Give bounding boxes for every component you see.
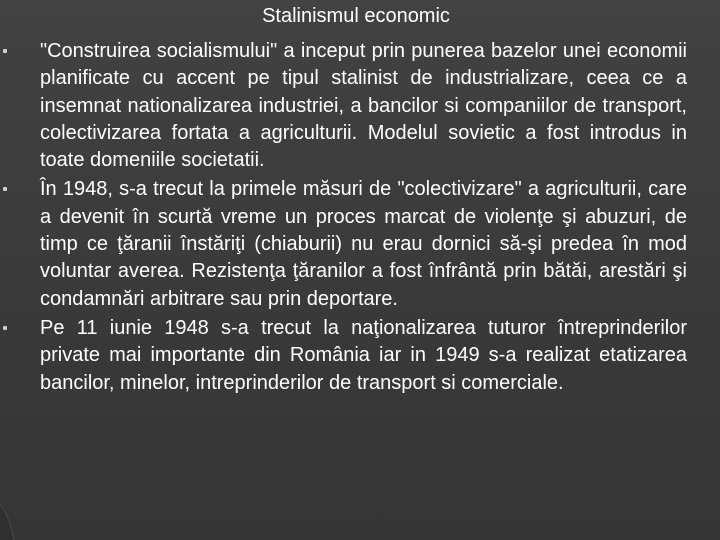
- bullet-text: În 1948, s-a trecut la primele măsuri de "colectivizare" a agriculturii, care a devenit în scurtă vreme un proces marcat de violenţe şi abuzuri, de timp ce ţăranii înstăriţi (chiaburii) nu erau dornici să-şi predea în mod voluntar averea. Rezistenţa ţăranilor a fost înfrântă prin bătăi, arestări şi condamnări arbitrare sau prin deportare.: [40, 178, 687, 310]
- bullet-item: [0, 176, 720, 312]
- slide-title: Stalinismul economic: [262, 5, 450, 27]
- bullet-text: "Construirea socialismului" a inceput prin punerea bazelor unei economii planificate cu accent pe tipul stalinist de industrializare, ceea ce a insemnat nationalizarea industriei, a bancilor si companiilor de transport, colectivizarea fortata a agriculturii. Modelul sovietic a fost introdus in toate domeniile societatii.: [40, 40, 687, 172]
- bullet-text: Pe 11 iunie 1948 s-a trecut la naţionalizarea tuturor întreprinderilor private mai importante din România iar in 1949 s-a realizat etatizarea bancilor, minelor, intreprinderilor de transport si comerciale.: [40, 316, 687, 394]
- bullet-marker-icon: [3, 187, 7, 191]
- bullet-marker-icon: [3, 49, 7, 53]
- bullet-item: [0, 38, 720, 174]
- bullet-list: [0, 38, 720, 399]
- bullet-item: [0, 315, 720, 397]
- bullet-marker-icon: [3, 326, 7, 330]
